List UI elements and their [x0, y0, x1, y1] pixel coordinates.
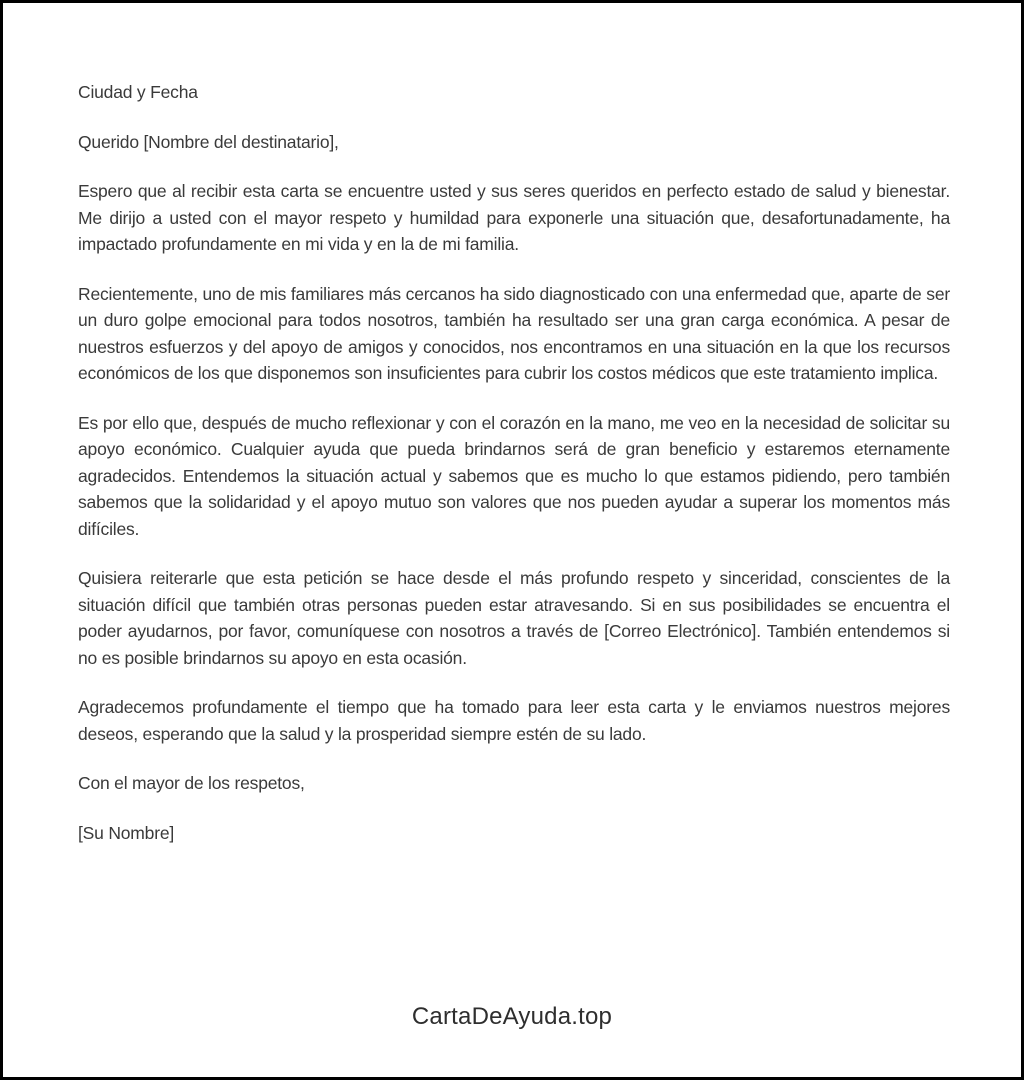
date-line: Ciudad y Fecha	[78, 82, 198, 102]
letter-paragraph: Es por ello que, después de mucho reflexionar y con el corazón en la mano, me veo en la necesidad de solicitar su apoyo económico. Cualquier ayuda que pueda brindarnos será de gran beneficio y estaremos eternamente agradecidos. Entendemos la situación actual y sabemos que es mucho lo que estamos pidiendo, pero también sabemos que la solidaridad y el apoyo mutuo son valores que nos pueden ayudar a superar los momentos más difíciles.	[78, 412, 950, 539]
letter-paragraph: Recientemente, uno de mis familiares más cercanos ha sido diagnosticado con una enfermedad que, aparte de ser un duro golpe emocional para todos nosotros, también ha resultado ser una gran carga económica. A pesar de nuestros esfuerzos y del apoyo de amigos y conocidos, nos encontramos en una situación en la que los recursos económicos de los que disponemos son insuficientes para cubrir los costos médicos que este tratamiento implica.	[78, 283, 950, 383]
salutation: Querido [Nombre del destinatario],	[78, 131, 339, 152]
site-name-watermark: CartaDeAyuda.top	[411, 1003, 613, 1030]
letter-paragraph: Espero que al recibir esta carta se encuentre usted y sus seres queridos en perfecto estado de salud y bienestar. Me dirijo a usted con el mayor respeto y humildad para exponerle una situación que, desafortunadamente, ha impactado profundamente en mi vida y en la de mi familia.	[78, 181, 950, 254]
signature-placeholder: [Su Nombre]	[78, 822, 175, 843]
letter-body	[78, 79, 950, 869]
letter-paragraph: Agradecemos profundamente el tiempo que ha tomado para leer esta carta y le enviamos nuestros mejores deseos, esperando que la salud y la prosperidad siempre estén de su lado.	[78, 697, 950, 744]
letter-paragraph: Quisiera reiterarle que esta petición se hace desde el más profundo respeto y sinceridad, conscientes de la situación difícil que también otras personas pueden estar atravesando. Si en sus posibilidades se encuentra el poder ayudarnos, por favor, comuníquese con nosotros a través de [Correo Electrónico]. También entendemos si no es posible brindarnos su apoyo en esta ocasión.	[78, 568, 950, 668]
closing-line: Con el mayor de los respetos,	[78, 773, 305, 793]
